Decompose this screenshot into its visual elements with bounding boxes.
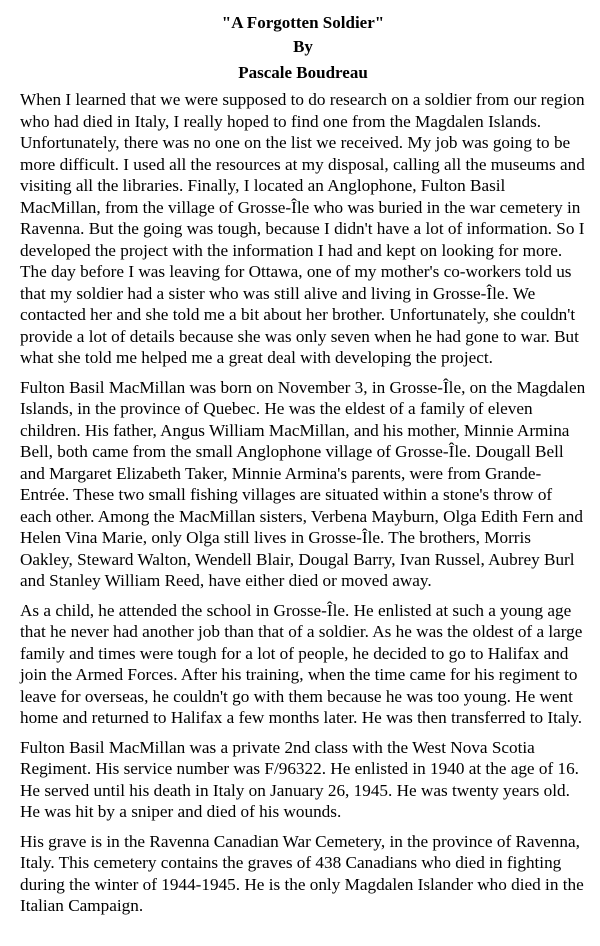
paragraph-childhood-enlistment: As a child, he attended the school in Grosse-Île. He enlisted at such a young age that he never had another job than that of a soldier. As he was the oldest of a large family and times were tough for a lot of people, he decided to go to Halifax and join the Armed Forces. After his training, when the time came for his regiment to leave for overseas, he couldn't go with them because he was too young. He went home and returned to Halifax a few months later. He was then transferred to Italy. [20,600,583,727]
paragraph-grave: His grave is in the Ravenna Canadian War Cemetery, in the province of Ravenna, Italy. This cemetery contains the graves of 438 Canadians who died in fighting during the winter of 1944-1945. He is the only Magdalen Islander who died in the Italian Campaign. [20,831,584,915]
paragraph-research-story: When I learned that we were supposed to do research on a soldier from our region who had died in Italy, I really hoped to find one from the Magdalen Islands. Unfortunately, there was no one on the list we received. My job was going to be more difficult. I used all the resources at my disposal, calling all the museums and visiting all the libraries. Finally, I located an Anglophone, Fulton Basil MacMillan, from the village of Grosse-Île who was buried in the war cemetery in Ravenna. But the going was tough, because I didn't have a lot of information. So I developed the project with the information I had and kept on looking for more. The day before I was leaving for Ottawa, one of my mother's co-workers told us that my soldier had a sister who was still alive and living in Grosse-Île. We contacted her and she told me a bit about her brother. Unfortunately, she couldn't provide a lot of details because she was only seven when he had gone to war. But what she told me helped me a great deal with developing the project. [20,90,585,367]
document-body [20,89,586,917]
paragraph-service-record: Fulton Basil MacMillan was a private 2nd class with the West Nova Scotia Regiment. His service number was F/96322. He enlisted in 1940 at the age of 16. He served until his death in Italy on January 26, 1945. He was twenty years old. He was hit by a sniper and died of his wounds. [20,737,579,821]
document-title: "A Forgotten Soldier" [221,13,385,32]
paragraph-family-background: Fulton Basil MacMillan was born on November 3, in Grosse-Île, on the Magdalen Islands, in the province of Quebec. He was the eldest of a family of eleven children. His father, Angus William MacMillan, and his mother, Minnie Armina Bell, both came from the small Anglophone village of Grosse-Île. Dougall Bell and Margaret Elizabeth Taker, Minnie Armina's parents, were from Grande-Entrée. These two small fishing villages are situated within a stone's throw of each other. Among the MacMillan sisters, Verbena Mayburn, Olga Edith Fern and Helen Vina Marie, only Olga still lives in Grosse-Île. The brothers, Morris Oakley, Steward Walton, Wendell Blair, Dougal Barry, Ivan Russel, Aubrey Burl and Stanley William Reed, have either died or moved away. [20,377,586,590]
byline-label: By [293,37,313,56]
author-name: Pascale Boudreau [238,63,368,82]
